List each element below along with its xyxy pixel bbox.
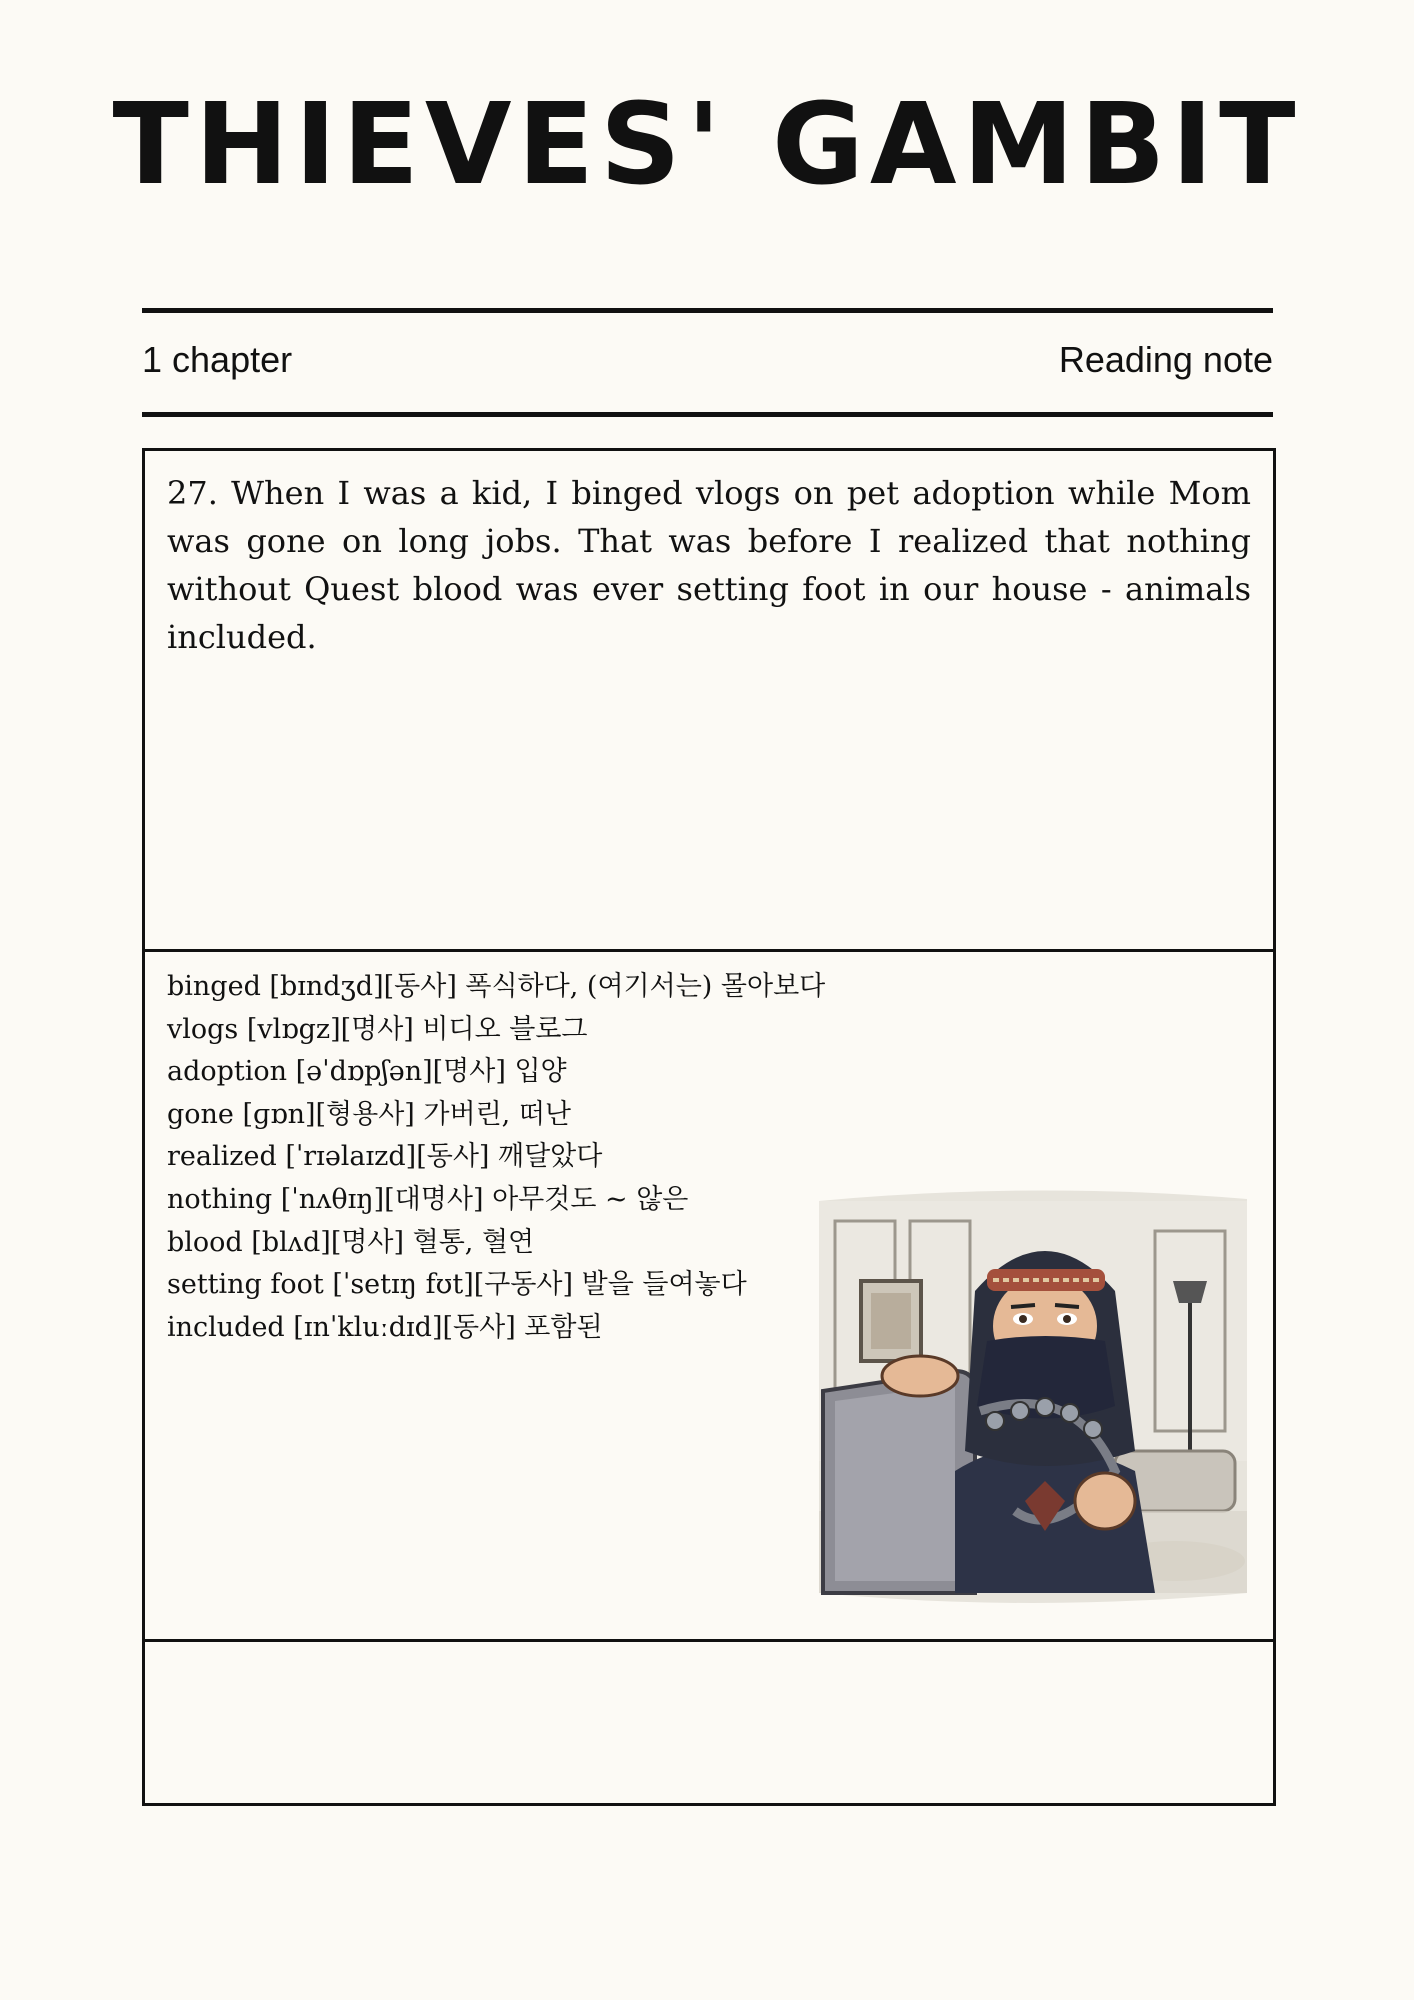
vocab-item: blood [blʌd][명사] 혈통, 혈연 <box>167 1226 535 1258</box>
note-type-label: Reading note <box>1058 339 1273 380</box>
sentence-text: 27. When I was a kid, I binged vlogs on pet adoption while Mom was gone on long jobs. That was before I realized that nothing without Quest blood was ever setting foot in our house - animals included. <box>167 474 1251 656</box>
page-title: THIEVES' GAMBIT <box>112 80 1302 210</box>
vocab-item: setting foot [ˈsetɪŋ fʊt][구동사] 발을 들여놓다 <box>167 1269 747 1301</box>
vocab-item: included [ɪnˈkluːdɪd][동사] 포함된 <box>167 1311 603 1343</box>
chapter-label: 1 chapter <box>142 339 293 380</box>
header-bottom-rule <box>142 412 1273 417</box>
vocab-item: gone [ɡɒn][형용사] 가버린, 떠난 <box>167 1098 571 1130</box>
vocab-item: nothing [ˈnʌθɪŋ][대명사] 아무것도 ~ 않은 <box>167 1183 689 1215</box>
section-divider <box>145 949 1273 952</box>
header-top-rule <box>142 308 1273 313</box>
note-box <box>142 448 1276 1806</box>
masked-thief-illustration <box>815 1181 1251 1611</box>
section-divider <box>145 1639 1273 1642</box>
vocab-item: adoption [əˈdɒpʃən][명사] 입양 <box>167 1056 567 1088</box>
vocab-item: vlogs [vlɒgz][명사] 비디오 블로그 <box>167 1013 588 1045</box>
vocab-item: realized [ˈrɪəlaɪzd][동사] 깨달았다 <box>167 1141 603 1173</box>
vocab-item: binged [bɪndʒd][동사] 폭식하다, (여기서는) 몰아보다 <box>167 971 826 1002</box>
vocabulary-list <box>167 966 867 1349</box>
